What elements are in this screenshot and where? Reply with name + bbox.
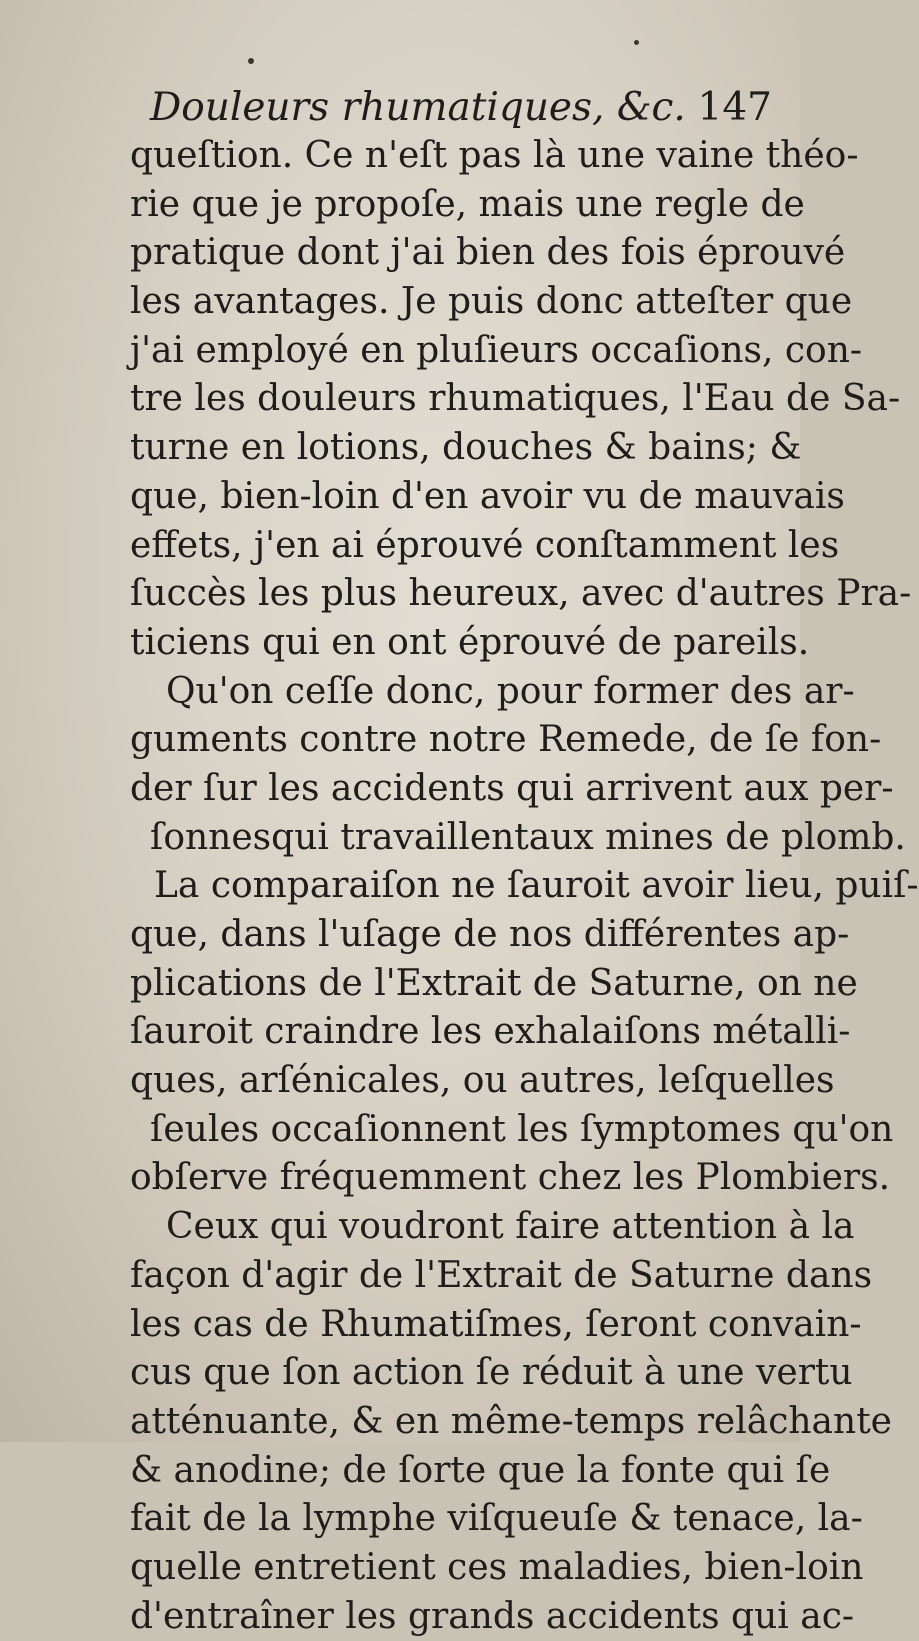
text-line: tre les douleurs rhumatiques, l'Eau de Sa- <box>130 378 901 420</box>
text-line: ſauroit craindre les exhalaiſons métalli- <box>130 1011 851 1053</box>
text-line: der ſur les accidents qui arrivent aux per- <box>130 767 894 809</box>
text-line: que, bien-loin d'en avoir vu de mauvais <box>130 475 845 517</box>
text-line: La comparaiſon ne ſauroit avoir lieu, puiſ- <box>154 865 919 907</box>
page-header <box>150 80 780 136</box>
text-line: ſuccès les plus heureux, avec d'autres Pra- <box>130 573 912 615</box>
text-line: ques, arſénicales, ou autres, leſquelles <box>130 1060 835 1102</box>
text-line: quelle entretient ces maladies, bien-loin <box>130 1546 864 1588</box>
text-line: atténuante, & en même-temps relâchante <box>130 1400 892 1442</box>
text-line: rie que je propoſe, mais une regle de <box>130 183 805 225</box>
text-line: pratique dont j'ai bien des fois éprouvé <box>130 232 846 274</box>
text-line: façon d'agir de l'Extrait de Saturne dans <box>130 1254 873 1296</box>
text-line: guments contre notre Remede, de ſe fon- <box>130 719 882 761</box>
ink-speck <box>248 58 254 64</box>
text-line: effets, j'en ai éprouvé conſtamment les <box>130 524 840 566</box>
text-line: & anodine; de ſorte que la fonte qui ſe <box>130 1449 831 1491</box>
text-line: plications de l'Extrait de Saturne, on ne <box>130 962 858 1004</box>
text-line: j'ai employé en pluſieurs occaſions, con- <box>130 329 863 371</box>
text-line: les cas de Rhumatiſmes, ſeront convain- <box>130 1303 862 1345</box>
text-line: fait de la lymphe viſqueuſe & tenace, la- <box>130 1498 863 1540</box>
ink-speck <box>634 40 639 45</box>
text-line: les avantages. Je puis donc atteſter que <box>130 281 853 323</box>
text-line: ticiens qui en ont éprouvé de pareils. <box>130 621 810 663</box>
paragraph-first-line: Qu'on ceſſe donc, pour former des ar- <box>166 670 855 712</box>
text-line: turne en lotions, douches & bains; & <box>130 427 802 469</box>
body-text <box>130 132 919 1641</box>
text-line: ſonnesqui travaillentaux mines de plomb. <box>150 816 906 858</box>
page-number: 147 <box>697 85 772 130</box>
text-line: ſeules occaſionnent les ſymptomes qu'on <box>150 1108 894 1150</box>
text-line: queſtion. Ce n'eſt pas là une vaine théo- <box>130 135 859 176</box>
text-line: cus que ſon action ſe réduit à une vertu <box>130 1352 853 1394</box>
text-line: obſerve fréquemment chez les Plombiers. <box>130 1157 891 1199</box>
text-line: d'entraîner les grands accidents qui ac- <box>130 1595 855 1637</box>
paragraph-first-line: Ceux qui voudront faire attention à la <box>166 1206 855 1248</box>
text-line: que, dans l'uſage de nos différentes ap- <box>130 914 850 955</box>
running-title: Douleurs rhumatiques, &c. <box>150 85 686 130</box>
